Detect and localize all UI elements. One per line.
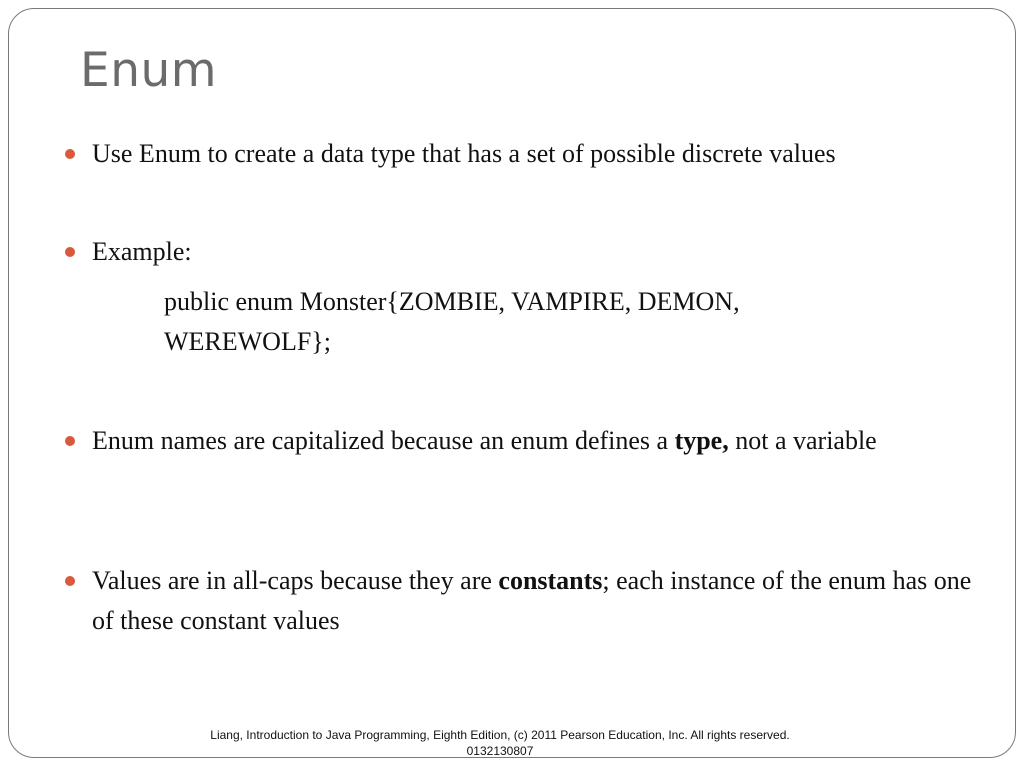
bullet-dot-icon (65, 247, 75, 257)
bullet-text-bold: type, (674, 426, 729, 455)
bullet-text-pre: Values are in all-caps because they are (92, 566, 499, 595)
bullet-text-post: ; each instance of the enum has one of these constant values (92, 566, 972, 635)
bullet-text-bold: constants (498, 566, 603, 595)
bullet-text: Use Enum to create a data type that has a set of possible discrete values (92, 139, 836, 168)
slide-footer: Liang, Introduction to Java Programming, Eighth Edition, (c) 2011 Pearson Education, Inc. All rights reserved. 0132130807 (210, 728, 790, 758)
slide-frame (8, 8, 1016, 758)
bullet-text: Example: (92, 237, 192, 266)
bullet-item-3 (92, 421, 972, 461)
bullet-text-pre: Enum names are capitalized because an enum defines a (92, 426, 675, 455)
slide-title: Enum (80, 43, 218, 98)
bullet-dot-icon (65, 436, 75, 446)
code-example-line-1: public enum Monster{ZOMBIE, VAMPIRE, DEMON, (164, 287, 740, 316)
bullet-text-post: not a variable (728, 426, 877, 455)
bullet-item-1 (92, 134, 972, 174)
bullet-dot-icon (65, 576, 75, 586)
bullet-item-4 (92, 561, 972, 641)
bullet-item-2 (92, 232, 972, 272)
code-example-line-2: WEREWOLF}; (164, 327, 332, 356)
bullet-dot-icon (65, 149, 75, 159)
